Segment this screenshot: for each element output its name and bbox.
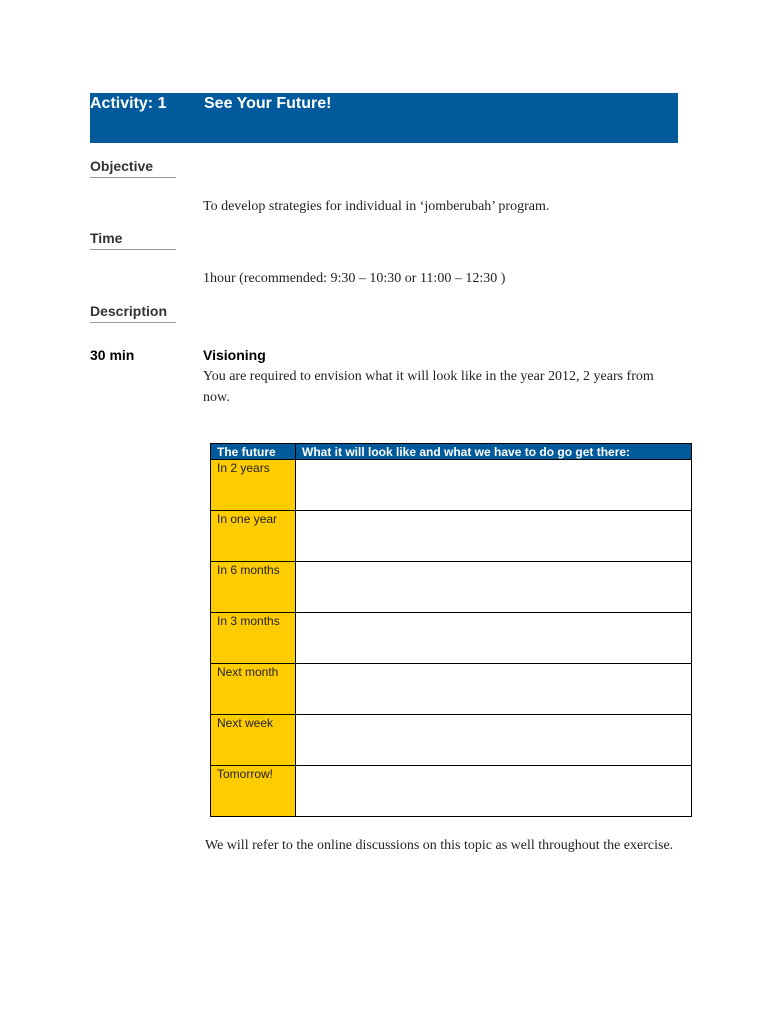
answer-cell[interactable] <box>296 613 692 664</box>
period-cell: Next month <box>211 664 296 715</box>
future-planning-table <box>210 443 692 817</box>
table-row <box>211 613 692 664</box>
time-text: 1hour (recommended: 9:30 – 10:30 or 11:00 – 12:30 ) <box>203 271 506 286</box>
visioning-heading: Visioning <box>203 347 266 363</box>
activity-title: See Your Future! <box>204 95 332 112</box>
activity-header-banner <box>90 93 678 143</box>
objective-text: To develop strategies for individual in ‘jomberubah’ program. <box>203 199 550 214</box>
answer-cell[interactable] <box>296 766 692 817</box>
objective-label: Objective <box>90 158 176 178</box>
answer-cell[interactable] <box>296 511 692 562</box>
period-cell: Next week <box>211 715 296 766</box>
table-header-row <box>211 444 692 460</box>
period-cell: In 6 months <box>211 562 296 613</box>
description-label: Description <box>90 303 176 323</box>
table-row <box>211 664 692 715</box>
period-cell: In one year <box>211 511 296 562</box>
answer-cell[interactable] <box>296 715 692 766</box>
answer-cell[interactable] <box>296 460 692 511</box>
column-header-future: The future <box>211 444 296 460</box>
table-row <box>211 460 692 511</box>
time-label: Time <box>90 230 176 250</box>
period-cell: Tomorrow! <box>211 766 296 817</box>
column-header-plan: What it will look like and what we have to do go get there: <box>296 444 692 460</box>
activity-number: Activity: 1 <box>90 95 167 112</box>
table-row <box>211 562 692 613</box>
closing-text: We will refer to the online discussions on this topic as well throughout the exercise. <box>205 838 674 853</box>
table-row <box>211 715 692 766</box>
period-cell: In 2 years <box>211 460 296 511</box>
visioning-duration: 30 min <box>90 347 135 363</box>
period-cell: In 3 months <box>211 613 296 664</box>
table-row <box>211 766 692 817</box>
answer-cell[interactable] <box>296 562 692 613</box>
visioning-text: You are required to envision what it will look like in the year 2012, 2 years from now. <box>203 369 654 405</box>
table-row <box>211 511 692 562</box>
answer-cell[interactable] <box>296 664 692 715</box>
